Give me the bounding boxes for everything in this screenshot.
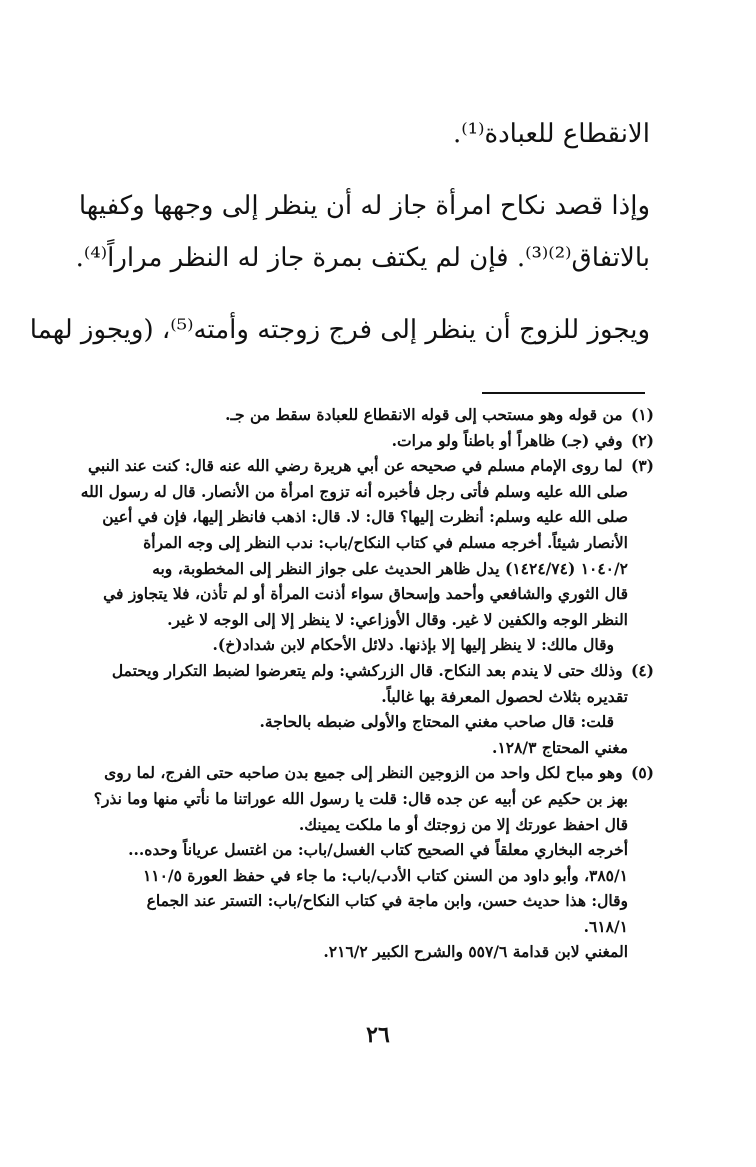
footnote-line: النظر الوجه والكفين لا غير. وقال الأوزاعي: لا ينظر إلا إلى الوجه لا غير.	[167, 609, 628, 629]
footnote-line: قلت: قال صاحب مغني المحتاج والأولى ضبطه بالحاجة.	[259, 712, 614, 732]
text-line: ويجوز للزوج أن ينظر إلى فرج زوجته وأمته⁽⁵⁾، (ويجوز لهما	[29, 315, 650, 345]
footnote-line: الأنصار شيئاً. أخرجه مسلم في كتاب النكاح/باب: ندب النظر إلى وجه المرأة	[143, 532, 628, 552]
footnote-line: ٦١٨/١.	[583, 916, 628, 936]
footnote-1	[88, 402, 654, 428]
footnote-line: ٣٨٥/١، وأبو داود من السنن كتاب الأدب/باب: ما جاء في حفظ العورة ١١٠/٥	[142, 865, 628, 885]
footnote-line: مغني المحتاج ١٢٨/٣.	[492, 737, 628, 757]
footnote-line: وهو مباح لكل واحد من الزوجين النظر إلى جميع بدن صاحبه حتى الفرج، لما روى	[104, 763, 623, 783]
footnote-line: وفي (جـ) ظاهراً أو باطناً ولو مرات.	[391, 430, 623, 450]
footnote-3	[88, 453, 654, 479]
footnote-number: (٣)	[630, 456, 654, 476]
footnotes	[80, 402, 654, 965]
footnote-line: قال احفظ عورتك إلا من زوجتك أو ما ملكت يمينك.	[298, 814, 628, 834]
footnote-line: تقديره بثلاث لحصول المعرفة بها غالباً.	[381, 686, 628, 706]
text-line: وإذا قصد نكاح امرأة جاز له أن ينظر إلى وجهها وكفيها	[78, 191, 650, 221]
footnote-line: وقال: هذا حديث حسن، وابن ماجة في كتاب النكاح/باب: التستر عند الجماع	[146, 891, 628, 911]
footnote-number: (١)	[630, 405, 654, 424]
footnote-number: (٢)	[630, 430, 654, 450]
footnote-2	[88, 428, 654, 454]
text-line: الانقطاع للعبادة⁽¹⁾.	[453, 119, 650, 149]
footnote-line: أخرجه البخاري معلقاً في الصحيح كتاب الغسل/باب: من اغتسل عرياناً وحده...	[128, 840, 628, 860]
footnote-line: من قوله وهو مستحب إلى قوله الانقطاع للعبادة سقط من جـ.	[225, 405, 623, 424]
footnote-line: المغني لابن قدامة ٥٥٧/٦ والشرح الكبير ٢١٦/٢.	[323, 942, 628, 962]
footnote-line: صلى الله عليه وسلم: أنظرت إليها؟ قال: لا. قال: اذهب فانظر إليها، فإن في أعين	[102, 507, 628, 527]
footnote-number: (٥)	[630, 763, 654, 783]
footnote-line: بهز بن حكيم عن أبيه عن جده قال: قلت يا رسول الله عوراتنا ما نأتي منها وما نذر؟	[93, 788, 628, 808]
text-line: بالاتفاق⁽²⁾⁽³⁾. فإن لم يكتف بمرة جاز له النظر مراراً⁽⁴⁾.	[75, 243, 650, 273]
main-text	[29, 108, 650, 356]
footnote-separator	[482, 392, 645, 394]
footnote-line: قال الثوري والشافعي وأحمد وإسحاق سواء أذنت المرأة أو لم تأذن، فلا يتجاوز في	[103, 584, 628, 604]
footnote-line: وقال مالك: لا ينظر إليها إلا بإذنها. دلائل الأحكام لابن شداد(خ).	[212, 635, 614, 655]
footnote-line: صلى الله عليه وسلم فأتى رجل فأخبره أنه تزوج امرأة من الأنصار. قال له رسول الله	[80, 481, 628, 501]
footnote-number: (٤)	[630, 660, 654, 680]
footnote-5	[88, 760, 654, 786]
footnote-4	[88, 658, 654, 684]
footnote-line: لما روى الإمام مسلم في صحيحه عن أبي هريرة رضي الله عنه قال: كنت عند النبي	[87, 456, 623, 476]
page-number: ٢٦	[366, 1022, 390, 1048]
footnote-line: ١٠٤٠/٢ (١٤٢٤/٧٤) يدل ظاهر الحديث على جواز النظر إلى المخطوبة، وبه	[152, 558, 628, 578]
footnote-line: وذلك حتى لا يندم بعد النكاح. قال الزركشي: ولم يتعرضوا لضبط التكرار ويحتمل	[111, 660, 623, 680]
